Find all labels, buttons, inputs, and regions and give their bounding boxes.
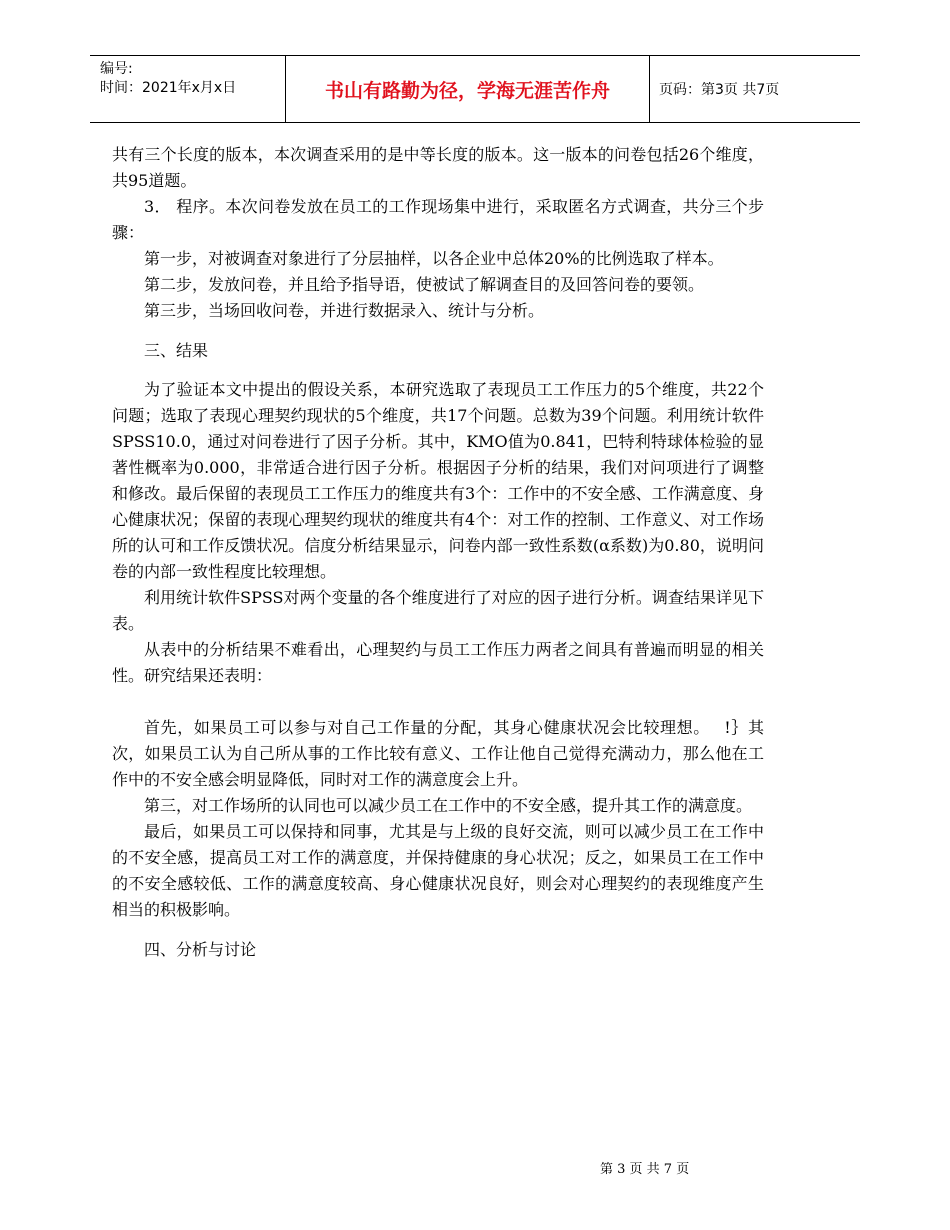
paragraph: 从表中的分析结果不难看出，心理契约与员工工作压力两者之间具有普遍而明显的相关性。研究结果还表明： [112,640,764,685]
header-page-info: 页码：第3页 共7页 [659,82,780,98]
page-header [90,55,860,123]
page-footer: 第 3 页 共 7 页 [600,1162,690,1177]
header-motto: 书山有路勤为径，学海无涯苦作舟 [285,56,650,122]
document-body [112,142,764,976]
paragraph: 第二步，发放问卷，并且给予指导语，使被试了解调查目的及回答问卷的要领。 [144,275,705,294]
paragraph: 为了验证本文中提出的假设关系，本研究选取了表现员工工作压力的5个维度，共22个问题；选取了表现心理契约现状的5个维度，共17个问题。总数为39个问题。利用统计软件SPSS10.0，通过对问卷进行了因子分析。其中，KMO值为0.841，巴特利特球体检验的显著性概率为0.000，非常适合进行因子分析。根据因子分析的结果，我们对问项进行了调整和修改。最后保留的表现员工工作压力的维度共有3个：工作中的不安全感、工作满意度、身心健康状况；保留的表现心理契约现状的维度共有4个：对工作的控制、工作意义、对工作场所的认可和工作反馈状况。信度分析结果显示，问卷内部一致性系数(α系数)为0.80，说明问卷的内部一致性程度比较理想。 [112,380,764,581]
document-time-label: 时间：2021年x月x日 [100,80,237,96]
paragraph: 第三，对工作场所的认同也可以减少员工在工作中的不安全感，提升其工作的满意度。 [144,796,753,815]
section-heading: 四、分析与讨论 [144,940,257,959]
paragraph: 最后，如果员工可以保持和同事，尤其是与上级的良好交流，则可以减少员工在工作中的不安全感，提高员工对工作的满意度，并保持健康的身心状况；反之，如果员工在工作中的不安全感较低、工作的满意度较高、身心健康状况良好，则会对心理契约的表现维度产生相当的积极影响。 [112,822,764,919]
section-heading: 三、结果 [144,341,209,360]
paragraph: 第三步，当场回收问卷，并进行数据录入、统计与分析。 [144,301,545,320]
paragraph: 首先，如果员工可以参与对自己工作量的分配，其身心健康状况会比较理想。 !｝其次，如果员工认为自己所从事的工作比较有意义、工作让他自己觉得充满动力，那么他在工作中的不安全感会明显降低，同时对工作的满意度会上升。 [112,718,764,789]
header-meta [90,56,285,122]
paragraph: 共有三个长度的版本，本次调查采用的是中等长度的版本。这一版本的问卷包括26个维度，共95道题。 [112,145,764,190]
paragraph: 第一步，对被调查对象进行了分层抽样，以各企业中总体20%的比例选取了样本。 [144,249,724,268]
paragraph: 3． 程序。本次问卷发放在员工的工作现场集中进行，采取匿名方式调查，共分三个步骤： [112,197,764,242]
paragraph: 利用统计软件SPSS对两个变量的各个维度进行了对应的因子进行分析。调查结果详见下表。 [112,588,764,633]
document-number-label: 编号: [100,61,133,77]
